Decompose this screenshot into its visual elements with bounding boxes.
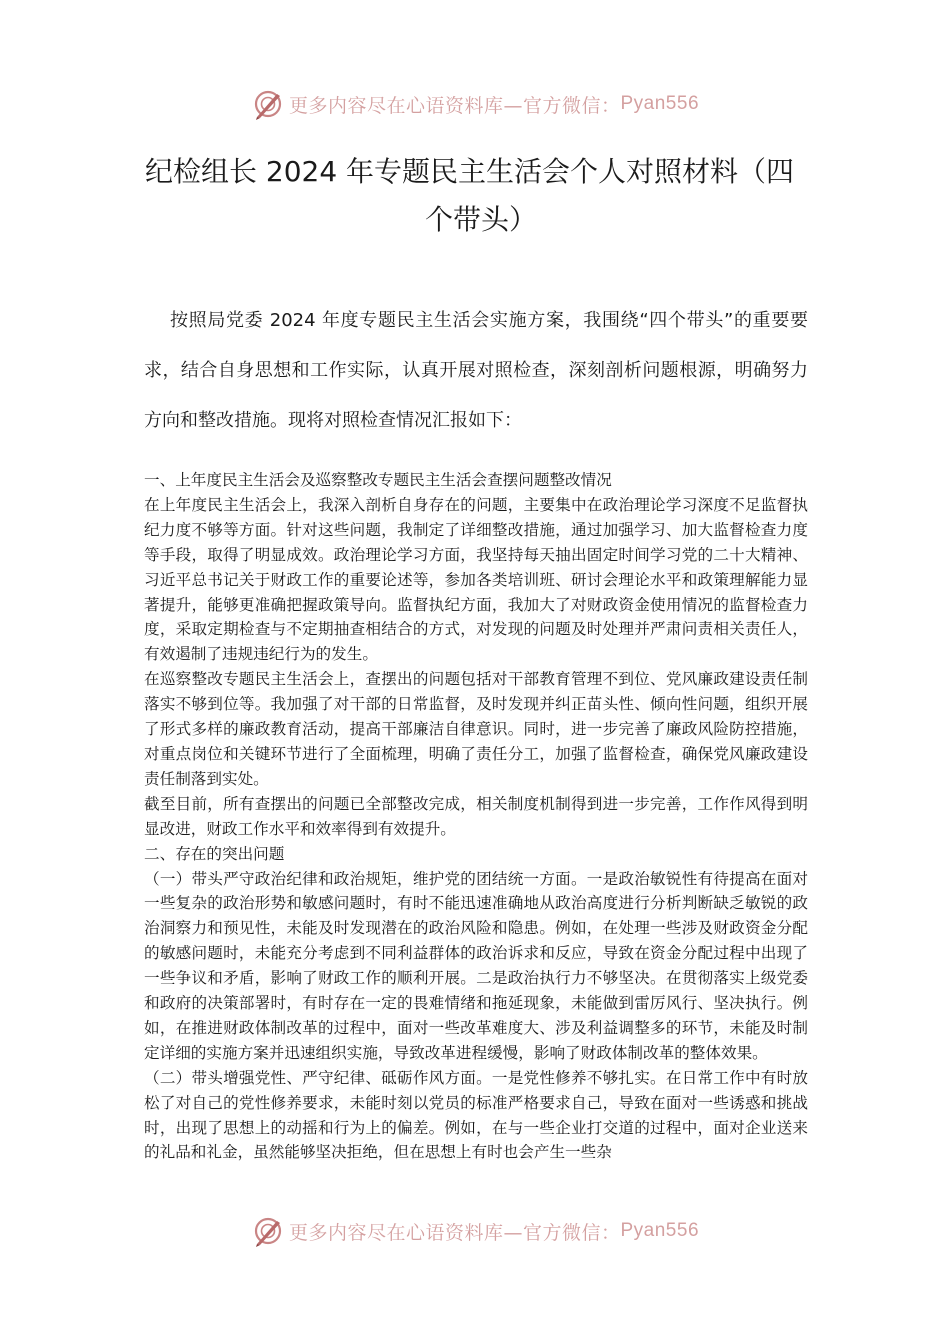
title-line-1: 纪检组长 2024 年专题民主生活会个人对照材料（四 [145,155,795,188]
body-paragraph: （二）带头增强党性、严守纪律、砥砺作风方面。一是党性修养不够扎实。在日常工作中有时放松了对自己的党性修养要求，未能时刻以党员的标准严格要求自己，导致在面对一些诱惑和挑战时，出现了思想上的动摇和行为上的偏差。例如，在与一些企业打交道的过程中，面对企业送来的礼品和礼金，虽然能够坚决拒绝，但在思想上有时也会产生一些杂 [144,1068,808,1162]
section-heading-1: 一、上年度民主生活会及巡察整改专题民主生活会查摆问题整改情况 [144,471,612,489]
title-line-2: 个带头） [424,203,537,236]
pen-logo-icon [251,87,285,121]
intro-paragraph: 按照局党委 2024 年度专题民主生活会实施方案，我围绕“四个带头”的重要要求，结合自身思想和工作实际，认真开展对照检查，深刻剖析问题根源，明确努力方向和整改措施。现将对照检查情况汇报如下： [144,310,808,431]
banner-text: 更多内容尽在心语资料库—官方微信： [288,1221,621,1244]
banner-text: 更多内容尽在心语资料库—官方微信： [288,94,621,117]
footer-watermark-banner [0,1211,950,1251]
banner-wechat-id: Pyan556 [620,93,700,114]
section-heading-2: 二、存在的突出问题 [144,844,285,863]
banner-wechat-id: Pyan556 [620,1220,700,1241]
body-paragraph: （一）带头严守政治纪律和政治规矩，维护党的团结统一方面。一是政治敏锐性有待提高在面对一些复杂的政治形势和敏感问题时，有时不能迅速准确地从政治高度进行分析判断缺乏敏锐的政治洞察力和预见性，未能及时发现潜在的政治风险和隐患。例如，在处理一些涉及财政资金分配的敏感问题时，未能充分考虑到不同利益群体的政治诉求和反应，导致在资金分配过程中出现了一些争议和矛盾，影响了财政工作的顺利开展。二是政治执行力不够坚决。在贯彻落实上级党委和政府的决策部署时，有时存在一定的畏难情绪和拖延现象，未能做到雷厉风行、坚决执行。例如，在推进财政体制改革的过程中，面对一些改革难度大、涉及利益调整多的环节，未能及时制定详细的实施方案并迅速组织实施，导致改革进程缓慢，影响了财政体制改革的整体效果。 [144,869,808,1062]
body-paragraph: 在上年度民主生活会上，我深入剖析自身存在的问题，主要集中在政治理论学习深度不足监督执纪力度不够等方面。针对这些问题，我制定了详细整改措施，通过加强学习、加大监督检查力度等手段，取得了明显成效。政治理论学习方面，我坚持每天抽出固定时间学习党的二十大精神、习近平总书记关于财政工作的重要论述等，参加各类培训班、研讨会理论水平和政策理解能力显著提升，能够更准确把握政策导向。监督执纪方面，我加大了对财政资金使用情况的监督检查力度，采取定期检查与不定期抽查相结合的方式，对发现的问题及时处理并严肃问责相关责任人，有效遏制了违规违纪行为的发生。 [144,495,808,664]
header-watermark-banner [0,84,950,124]
document-title [145,148,807,244]
body-paragraph: 截至目前，所有查摆出的问题已全部整改完成，相关制度机制得到进一步完善，工作作风得到明显改进，财政工作水平和效率得到有效提升。 [144,794,808,838]
body-paragraph: 在巡察整改专题民主生活会上，查摆出的问题包括对干部教育管理不到位、党风廉政建设责任制落实不够到位等。我加强了对干部的日常监督，及时发现并纠正苗头性、倾向性问题，组织开展了形式多样的廉政教育活动，提高干部廉洁自律意识。同时，进一步完善了廉政风险防控措施，对重点岗位和关键环节进行了全面梳理，明确了责任分工，加强了监督检查，确保党风廉政建设责任制落到实处。 [144,670,808,788]
document-body [144,468,808,1165]
pen-logo-icon [251,1214,285,1248]
